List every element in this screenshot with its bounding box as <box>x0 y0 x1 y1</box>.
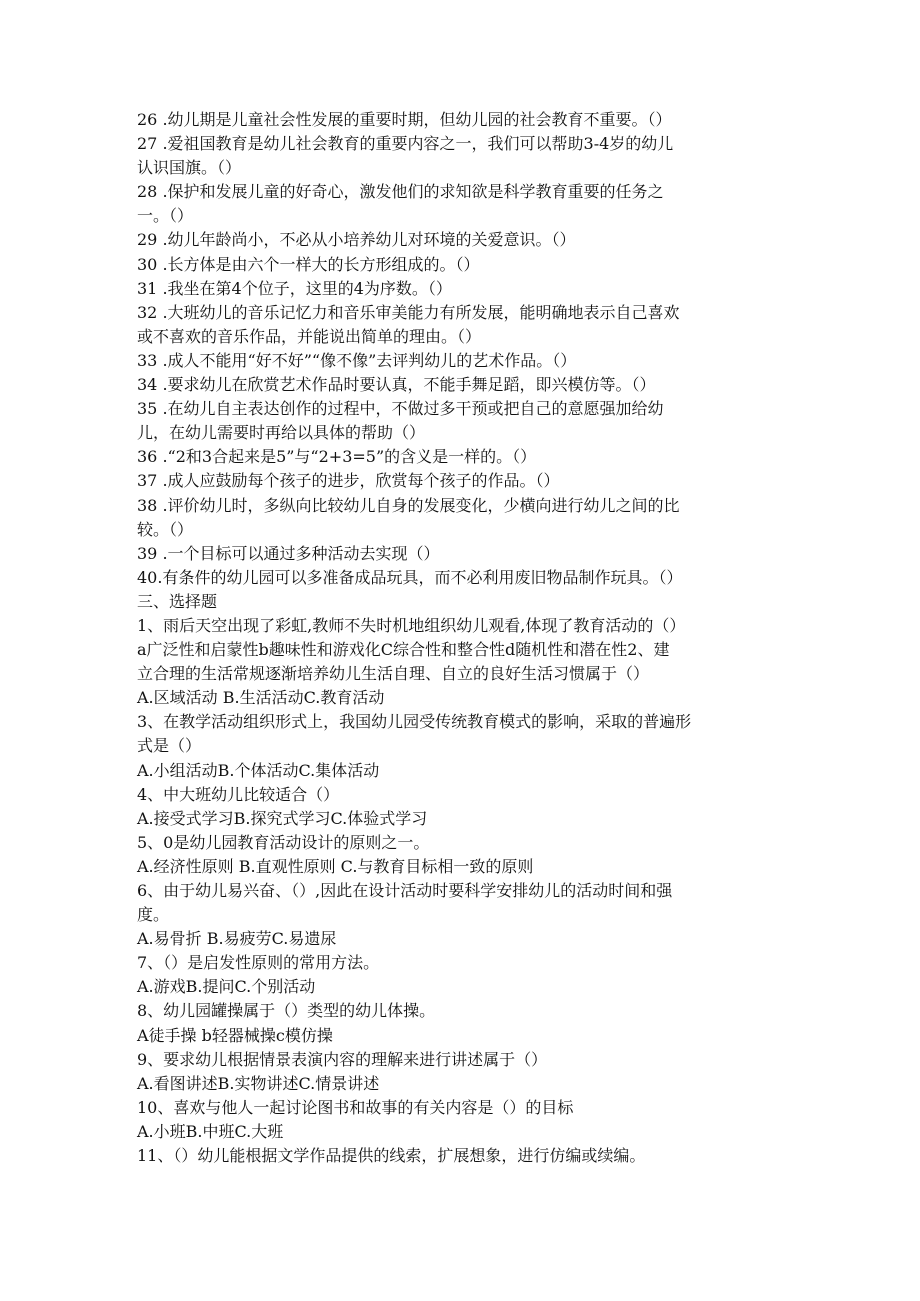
text-line: 38 .评价幼儿时，多纵向比较幼儿自身的发展变化，少横向进行幼儿之间的比 <box>137 495 680 515</box>
text-line: 10、喜欢与他人一起讨论图书和故事的有关内容是（）的目标 <box>137 1097 574 1117</box>
text-line: A.游戏B.提问C.个别活动 <box>137 977 316 997</box>
text-line: 三、选择题 <box>137 591 218 611</box>
text-line: 一。（） <box>137 206 194 226</box>
text-line: 32 .大班幼儿的音乐记忆力和音乐审美能力有所发展，能明确地表示自己喜欢 <box>137 302 680 322</box>
text-line: 儿，在幼儿需要时再给以具体的帮助（） <box>137 423 426 443</box>
text-line: 36 .“2和3合起来是5”与“2+3=5”的含义是一样的。（） <box>137 447 537 467</box>
text-line: 31 .我坐在第4个位子，这里的4为序数。（） <box>137 278 452 298</box>
text-line: 立合理的生活常规逐渐培养幼儿生活自理、自立的良好生活习惯属于（） <box>137 664 650 684</box>
text-line: a广泛性和启蒙性b趣味性和游戏化C综合性和整合性d随机性和潜在性2、建 <box>137 640 670 660</box>
text-line: 39 .一个目标可以通过多种活动去实现（） <box>137 543 440 563</box>
text-line: A.小组活动B.个体活动C.集体活动 <box>137 760 380 780</box>
text-line: 35 .在幼儿自主表达创作的过程中，不做过多干预或把自己的意愿强加给幼 <box>137 399 664 419</box>
text-line: A.小班B.中班C.大班 <box>137 1121 284 1141</box>
text-line: 度。 <box>137 905 170 925</box>
text-line: 34 .要求幼儿在欣赏艺术作品时要认真，不能手舞足蹈，即兴模仿等。（） <box>137 375 656 395</box>
text-line: 式是（） <box>137 736 202 756</box>
text-line: 30 .长方体是由六个一样大的长方形组成的。（） <box>137 254 480 274</box>
text-line: A.易骨折 B.易疲劳C.易遗尿 <box>137 929 337 949</box>
text-line: 或不喜欢的音乐作品，并能说出简单的理由。（） <box>137 326 482 346</box>
text-line: 26 .幼儿期是儿童社会性发展的重要时期，但幼儿园的社会教育不重要。（） <box>137 110 672 129</box>
text-line: 较。（） <box>137 519 194 539</box>
text-line: 11、（）幼儿能根据文学作品提供的线索，扩展想象，进行仿编或续编。 <box>137 1146 646 1166</box>
text-line: A.看图讲述B.实物讲述C.情景讲述 <box>137 1073 380 1093</box>
text-line: 4、中大班幼儿比较适合（） <box>137 784 340 804</box>
text-line: 8、幼儿园罐操属于（）类型的幼儿体操。 <box>137 1001 436 1021</box>
document-body <box>137 108 787 1168</box>
text-line: 28 .保护和发展儿童的好奇心，激发他们的求知欲是科学教育重要的任务之 <box>137 182 664 202</box>
text-line: A徒手操 b轻器械操c模仿操 <box>137 1025 333 1045</box>
text-line: 5、0是幼儿园教育活动设计的原则之一。 <box>137 832 430 852</box>
text-line: 1、雨后天空出现了彩虹,教师不失时机地组织幼儿观看,体现了教育活动的（） <box>137 615 686 635</box>
text-line: 40.有条件的幼儿园可以多准备成品玩具，而不必利用废旧物品制作玩具。（） <box>137 567 683 587</box>
text-line: 9、要求幼儿根据情景表演内容的理解来进行讲述属于（） <box>137 1049 548 1069</box>
text-line: 7、（）是启发性原则的常用方法。 <box>137 953 380 973</box>
text-line: 37 .成人应鼓励每个孩子的进步，欣赏每个孩子的作品。（） <box>137 471 560 491</box>
text-line: 29 .幼儿年龄尚小，不必从小培养幼儿对环境的关爱意识。（） <box>137 230 576 250</box>
text-line: 6、由于幼儿易兴奋、（）,因此在设计活动时要科学安排幼儿的活动时间和强 <box>137 881 673 900</box>
text-line: 认识国旗。（） <box>137 158 242 178</box>
text-line: A.区域活动 B.生活活动C.教育活动 <box>137 688 385 708</box>
text-line: A.接受式学习B.探究式学习C.体验式学习 <box>137 808 428 828</box>
text-line: 3、在教学活动组织形式上，我国幼儿园受传统教育模式的影响，采取的普遍形 <box>137 712 692 732</box>
text-line: 33 .成人不能用“好不好”“像不像”去评判幼儿的艺术作品。（） <box>137 350 577 370</box>
text-line: A.经济性原则 B.直观性原则 C.与教育目标相一致的原则 <box>137 856 534 876</box>
text-line: 27 .爱祖国教育是幼儿社会教育的重要内容之一，我们可以帮助3-4岁的幼儿 <box>137 134 674 154</box>
